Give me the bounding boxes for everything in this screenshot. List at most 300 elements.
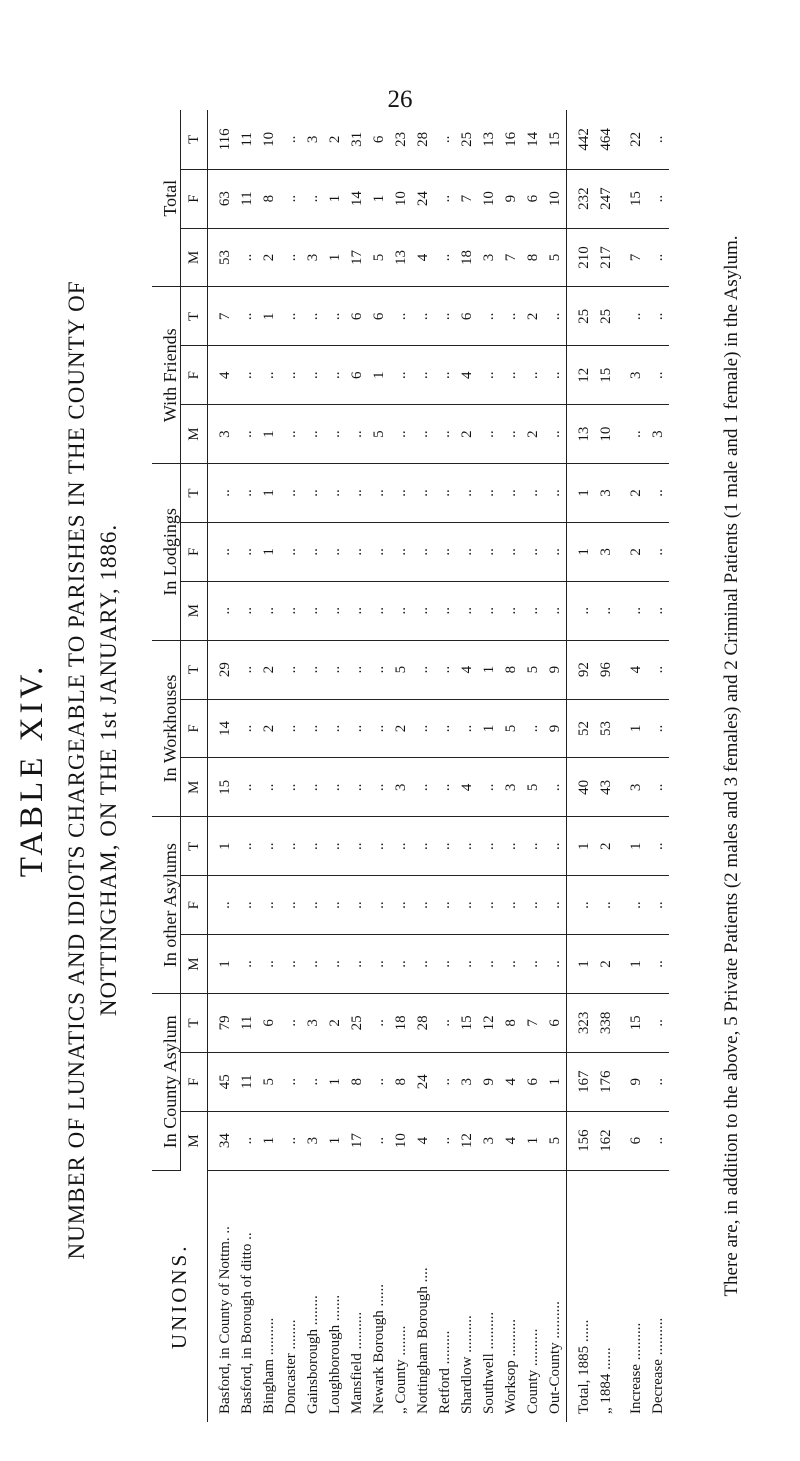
cell-value: .. [544, 581, 567, 640]
cell-value: 40 [567, 758, 596, 817]
cell-value: 92 [567, 640, 596, 699]
cell-value: .. [478, 817, 500, 876]
cell-value: 53 [595, 699, 617, 758]
union-name: Bingham .......... [260, 1317, 277, 1414]
cell-value: .. [500, 464, 522, 523]
cell-value: 5 [390, 640, 412, 699]
cell-value: 3 [478, 228, 500, 287]
cell-value: .. [280, 640, 302, 699]
cell-value: .. [544, 935, 567, 994]
cell-value: 11 [236, 993, 258, 1052]
cell-value: .. [478, 935, 500, 994]
group-header-row [152, 110, 181, 1422]
cell-value: 8 [500, 640, 522, 699]
cell-value: 2 [456, 405, 478, 464]
cell-value: .. [368, 876, 390, 935]
cell-value: 8 [258, 169, 280, 228]
cell-value: .. [280, 464, 302, 523]
cell-value: .. [500, 405, 522, 464]
cell-value: .. [412, 758, 434, 817]
cell-value: .. [280, 1111, 302, 1170]
cell-value: 6 [522, 1052, 544, 1111]
cell-value: .. [302, 287, 324, 346]
cell-value: .. [280, 346, 302, 405]
table-row [522, 110, 544, 1422]
cell-value: 1 [324, 1052, 346, 1111]
cell-value: 31 [346, 110, 368, 169]
cell-value: .. [236, 876, 258, 935]
cell-value: .. [647, 993, 669, 1052]
table-row [368, 110, 390, 1422]
lunatics-table [152, 110, 669, 1422]
union-name: Doncaster ........ [282, 1319, 299, 1414]
cell-value: 10 [544, 169, 567, 228]
cell-value: 167 [567, 1052, 596, 1111]
cell-value: 15 [456, 993, 478, 1052]
cell-value: 5 [368, 405, 390, 464]
cell-value: 25 [456, 110, 478, 169]
table-row [280, 110, 302, 1422]
cell-value: 13 [478, 110, 500, 169]
cell-value: 6 [346, 346, 368, 405]
union-name: Newark Borough ...... [370, 1284, 387, 1414]
cell-value: .. [434, 346, 456, 405]
cell-value: .. [500, 581, 522, 640]
sub-header-t: T [181, 110, 208, 169]
cell-value: .. [236, 935, 258, 994]
union-name: Nottingham Borough .... [414, 1267, 431, 1414]
cell-value: 162 [595, 1111, 617, 1170]
cell-value: .. [500, 935, 522, 994]
cell-value: .. [617, 287, 647, 346]
cell-value: 24 [412, 1052, 434, 1111]
cell-value: 3 [456, 1052, 478, 1111]
cell-value: 53 [208, 228, 237, 287]
cell-value: .. [647, 522, 669, 581]
cell-value: 28 [412, 110, 434, 169]
cell-value: 25 [567, 287, 596, 346]
cell-value: .. [412, 581, 434, 640]
cell-value: 12 [456, 1111, 478, 1170]
table-row [434, 110, 456, 1422]
cell-value: .. [544, 346, 567, 405]
cell-value: .. [456, 464, 478, 523]
cell-value: 3 [478, 1111, 500, 1170]
cell-value: .. [258, 935, 280, 994]
cell-value: .. [390, 522, 412, 581]
cell-value: .. [280, 993, 302, 1052]
cell-value: .. [208, 581, 237, 640]
cell-value: .. [647, 346, 669, 405]
cell-value: 6 [346, 287, 368, 346]
cell-value: .. [647, 817, 669, 876]
sub-header-f: F [181, 522, 208, 581]
cell-value: .. [434, 228, 456, 287]
cell-value: 3 [302, 1111, 324, 1170]
cell-value: 9 [544, 640, 567, 699]
cell-value: .. [456, 581, 478, 640]
cell-value: .. [434, 640, 456, 699]
cell-value: 156 [567, 1111, 596, 1170]
cell-value: 18 [456, 228, 478, 287]
cell-value: 29 [208, 640, 237, 699]
table-row [346, 110, 368, 1422]
cell-value: .. [302, 522, 324, 581]
footnote: There are, in addition to the above, 5 Private Patients (2 males and 3 females) and 2 Criminal Patients (1 male and 1 female) in the Asylum. [721, 235, 742, 1297]
cell-value: 2 [258, 699, 280, 758]
cell-value: 1 [478, 699, 500, 758]
cell-value: .. [412, 287, 434, 346]
cell-value: 18 [390, 993, 412, 1052]
cell-value: .. [368, 935, 390, 994]
cell-value: 1 [544, 1052, 567, 1111]
union-name: „ 1884 ...... [597, 1347, 614, 1414]
cell-value: 3 [302, 993, 324, 1052]
cell-value: .. [647, 110, 669, 169]
cell-value: .. [647, 876, 669, 935]
cell-value: 1 [617, 817, 647, 876]
cell-value: 3 [208, 405, 237, 464]
cell-value: .. [412, 464, 434, 523]
cell-value: .. [412, 522, 434, 581]
cell-value: .. [236, 699, 258, 758]
cell-value: .. [478, 464, 500, 523]
cell-value: .. [368, 699, 390, 758]
cell-value: .. [647, 699, 669, 758]
table-row [302, 110, 324, 1422]
cell-value: 8 [346, 1052, 368, 1111]
sub-header-m: M [181, 228, 208, 287]
cell-value: 45 [208, 1052, 237, 1111]
group-other-asylums: In other Asylums [152, 817, 181, 994]
cell-value: .. [434, 464, 456, 523]
union-name: Loughborough ....... [326, 1294, 343, 1414]
cell-value: .. [390, 817, 412, 876]
cell-value: .. [434, 169, 456, 228]
sub-header-f: F [181, 876, 208, 935]
cell-value: .. [236, 522, 258, 581]
cell-value: 1 [258, 405, 280, 464]
cell-value: .. [324, 935, 346, 994]
cell-value: 11 [236, 1052, 258, 1111]
cell-value: .. [324, 699, 346, 758]
cell-value: 2 [522, 405, 544, 464]
cell-value: 1 [208, 817, 237, 876]
cell-value: .. [647, 228, 669, 287]
cell-value: 6 [368, 110, 390, 169]
cell-value: .. [478, 346, 500, 405]
cell-value: .. [280, 758, 302, 817]
cell-value: 1 [478, 640, 500, 699]
cell-value: 4 [456, 758, 478, 817]
cell-value: .. [412, 876, 434, 935]
union-name: Basford, in Borough of ditto .. [238, 1232, 255, 1414]
cell-value: 210 [567, 228, 596, 287]
cell-value: .. [522, 817, 544, 876]
group-county-asylum: In County Asylum [152, 993, 181, 1170]
cell-value: 3 [390, 758, 412, 817]
cell-value: 6 [456, 287, 478, 346]
cell-value: 22 [617, 110, 647, 169]
sub-header-f: F [181, 169, 208, 228]
cell-value: .. [280, 522, 302, 581]
cell-value: .. [544, 405, 567, 464]
cell-value: .. [456, 699, 478, 758]
cell-value: .. [324, 640, 346, 699]
change-row [647, 110, 669, 1422]
cell-value: 4 [500, 1052, 522, 1111]
cell-value: 1 [258, 522, 280, 581]
cell-value: .. [236, 405, 258, 464]
cell-value: .. [324, 522, 346, 581]
table-subtitle-date: NOTTINGHAM, ON THE 1st JANUARY, 1886. [96, 523, 121, 1017]
cell-value: .. [302, 935, 324, 994]
cell-value: .. [647, 169, 669, 228]
cell-value: 3 [617, 346, 647, 405]
cell-value: .. [544, 817, 567, 876]
sub-header-m: M [181, 581, 208, 640]
cell-value: 442 [567, 110, 596, 169]
cell-value: 96 [595, 640, 617, 699]
cell-value: 176 [595, 1052, 617, 1111]
cell-value: .. [434, 935, 456, 994]
cell-value: .. [280, 1052, 302, 1111]
cell-value: 10 [258, 110, 280, 169]
union-name: „ County ........ [392, 1325, 409, 1414]
table-row [456, 110, 478, 1422]
cell-value: 2 [258, 228, 280, 287]
cell-value: .. [280, 169, 302, 228]
cell-value: .. [324, 581, 346, 640]
cell-value: 7 [522, 993, 544, 1052]
cell-value: 2 [595, 935, 617, 994]
cell-value: .. [544, 876, 567, 935]
cell-value: 5 [522, 758, 544, 817]
cell-value: .. [324, 346, 346, 405]
cell-value: .. [412, 699, 434, 758]
cell-value: .. [280, 287, 302, 346]
total-row [595, 110, 617, 1422]
cell-value: .. [258, 876, 280, 935]
cell-value: .. [478, 876, 500, 935]
cell-value: .. [302, 581, 324, 640]
cell-value: .. [522, 581, 544, 640]
cell-value: 2 [617, 464, 647, 523]
cell-value: 28 [412, 993, 434, 1052]
cell-value: .. [302, 169, 324, 228]
cell-value: .. [280, 699, 302, 758]
union-name: Out-County .......... [546, 1301, 563, 1414]
cell-value: 6 [258, 993, 280, 1052]
cell-value: 17 [346, 228, 368, 287]
cell-value: 4 [412, 228, 434, 287]
cell-value: 217 [595, 228, 617, 287]
cell-value: .. [302, 1052, 324, 1111]
cell-value: 9 [544, 699, 567, 758]
cell-value: 43 [595, 758, 617, 817]
cell-value: 4 [456, 640, 478, 699]
group-with-friends: With Friends [152, 287, 181, 464]
cell-value: 1 [208, 935, 237, 994]
cell-value: .. [346, 405, 368, 464]
group-lodgings: In Lodgings [152, 464, 181, 641]
sub-header-m: M [181, 935, 208, 994]
cell-value: .. [302, 346, 324, 405]
cell-value: .. [280, 817, 302, 876]
cell-value: .. [346, 817, 368, 876]
cell-value: .. [236, 581, 258, 640]
cell-value: .. [500, 346, 522, 405]
cell-value: .. [236, 817, 258, 876]
union-name: Retford ......... [436, 1330, 453, 1414]
cell-value: .. [390, 405, 412, 464]
cell-value: 232 [567, 169, 596, 228]
cell-value: 3 [647, 405, 669, 464]
cell-value: .. [236, 346, 258, 405]
cell-value: .. [522, 464, 544, 523]
table-subtitle: NUMBER OF LUNATICS AND IDIOTS CHARGEABLE TO PARISHES IN THE COUNTY OF [64, 280, 89, 1260]
cell-value: 14 [522, 110, 544, 169]
cell-value: .. [280, 405, 302, 464]
cell-value: .. [368, 581, 390, 640]
cell-value: 3 [595, 522, 617, 581]
cell-value: 3 [302, 110, 324, 169]
cell-value: 5 [522, 640, 544, 699]
union-name: Basford, in County of Nottm. .. [216, 1226, 233, 1414]
cell-value: 24 [412, 169, 434, 228]
cell-value: .. [236, 1111, 258, 1170]
cell-value: .. [324, 876, 346, 935]
cell-value: .. [302, 817, 324, 876]
cell-value: .. [412, 935, 434, 994]
cell-value: .. [522, 522, 544, 581]
table-title: TABLE XIV. [14, 662, 50, 878]
cell-value: .. [236, 228, 258, 287]
cell-value: .. [434, 1052, 456, 1111]
cell-value: .. [208, 522, 237, 581]
cell-value: .. [412, 640, 434, 699]
cell-value: .. [522, 346, 544, 405]
cell-value: .. [258, 758, 280, 817]
cell-value: .. [544, 758, 567, 817]
cell-value: 9 [478, 1052, 500, 1111]
cell-value: .. [478, 758, 500, 817]
cell-value: 4 [456, 346, 478, 405]
cell-value: .. [647, 640, 669, 699]
cell-value: .. [324, 758, 346, 817]
total-row [567, 110, 596, 1422]
sub-header-t: T [181, 993, 208, 1052]
cell-value: .. [346, 464, 368, 523]
cell-value: .. [647, 758, 669, 817]
cell-value: .. [236, 287, 258, 346]
cell-value: .. [500, 876, 522, 935]
cell-value: 1 [324, 169, 346, 228]
cell-value: 8 [390, 1052, 412, 1111]
cell-value: 1 [368, 169, 390, 228]
cell-value: .. [434, 581, 456, 640]
cell-value: .. [647, 464, 669, 523]
cell-value: 6 [617, 1111, 647, 1170]
cell-value: .. [434, 110, 456, 169]
change-row [617, 110, 647, 1422]
rotated-page [0, 100, 800, 1440]
cell-value: .. [544, 287, 567, 346]
cell-value: 15 [617, 169, 647, 228]
cell-value: .. [390, 287, 412, 346]
union-name: Worksop .......... [502, 1318, 519, 1414]
cell-value: 2 [617, 522, 647, 581]
cell-value: .. [647, 581, 669, 640]
cell-value: 6 [368, 287, 390, 346]
cell-value: 3 [617, 758, 647, 817]
cell-value: 2 [522, 287, 544, 346]
cell-value: 4 [412, 1111, 434, 1170]
cell-value: .. [368, 993, 390, 1052]
cell-value: .. [280, 110, 302, 169]
sub-header-t: T [181, 464, 208, 523]
cell-value: .. [346, 935, 368, 994]
cell-value: .. [434, 993, 456, 1052]
cell-value: 1 [368, 346, 390, 405]
cell-value: .. [368, 464, 390, 523]
cell-value: .. [390, 935, 412, 994]
cell-value: 5 [368, 228, 390, 287]
cell-value: 16 [500, 110, 522, 169]
table-row [500, 110, 522, 1422]
table-row [258, 110, 280, 1422]
cell-value: 10 [390, 1111, 412, 1170]
sub-header-t: T [181, 640, 208, 699]
cell-value: 15 [208, 758, 237, 817]
cell-value: 10 [478, 169, 500, 228]
cell-value: 323 [567, 993, 596, 1052]
cell-value: .. [434, 758, 456, 817]
sub-header-f: F [181, 699, 208, 758]
cell-value: .. [390, 876, 412, 935]
cell-value: 1 [617, 935, 647, 994]
cell-value: 11 [236, 169, 258, 228]
cell-value: 4 [617, 640, 647, 699]
sub-header-m: M [181, 405, 208, 464]
cell-value: .. [647, 287, 669, 346]
cell-value: .. [208, 464, 237, 523]
cell-value: .. [280, 876, 302, 935]
cell-value: .. [236, 640, 258, 699]
cell-value: .. [647, 1052, 669, 1111]
cell-value: 13 [390, 228, 412, 287]
cell-value: 11 [236, 110, 258, 169]
cell-value: 1 [258, 287, 280, 346]
cell-value: 4 [500, 1111, 522, 1170]
cell-value: .. [434, 817, 456, 876]
cell-value: 8 [500, 993, 522, 1052]
cell-value: .. [478, 522, 500, 581]
sub-header-t: T [181, 817, 208, 876]
cell-value: .. [434, 522, 456, 581]
table-row [412, 110, 434, 1422]
cell-value: .. [368, 758, 390, 817]
cell-value: 2 [324, 993, 346, 1052]
cell-value: 3 [302, 228, 324, 287]
sub-header-m: M [181, 1111, 208, 1170]
cell-value: .. [368, 1111, 390, 1170]
cell-value: .. [434, 405, 456, 464]
cell-value: 2 [595, 817, 617, 876]
cell-value: 7 [456, 169, 478, 228]
cell-value: .. [478, 405, 500, 464]
cell-value: .. [324, 405, 346, 464]
